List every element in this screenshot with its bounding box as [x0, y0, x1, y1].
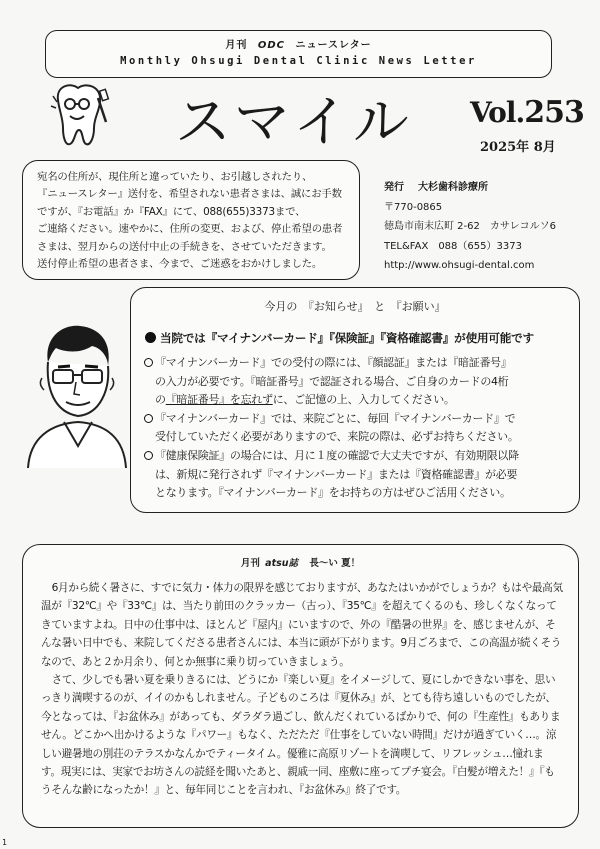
column-series-suffix: 誌 [288, 558, 299, 569]
page-marker: 1 [2, 838, 8, 847]
clinic-website-link[interactable]: http://www.ohsugi-dental.com [384, 260, 535, 271]
notice-line: さまは、翌月からの送付中止の手続きを、させていただきます。 [37, 240, 332, 253]
address-notice-box [22, 160, 360, 280]
item-line-part: に、ご記憶の上、入力してください。 [272, 393, 455, 407]
notice-line: ですが、『お電話』か『FAX』にて、088(655)3373まで、 [37, 205, 306, 218]
column-heading: 長～い 夏！ [309, 558, 361, 569]
doctor-portrait-illustration [20, 318, 130, 468]
announcement-item [145, 447, 567, 503]
column-paragraph: さて、少しでも暑い夏を乗りきるには、どうにか『楽しい夏』をイメージして、夏にしかできない事を、思いっきり満喫するのが、イイのかもしれません。子どものころは『夏休み』が、とても待ち遠しいものでしたが、今となっては、『お盆休み』があっても、ダラダラ過ごし、飲んだくれているばかりで、何の『生産性』もありません。どこかへ出かけるような『パワー』もなく、ただただ『仕事をしていない時間』だけが過ぎていく…。涼しい避暑地の別荘のテラスかなんかでティータイム。優雅に高原リゾートを満喫して、リフレッシュ…憧れます。現実には、実家でお坊さんの読経を聞いたあと、親戚一同、座敷に座ってプチ宴会。『白髪が増えた！』『もうそんな齢になったか！』と、毎年同じことを言われ、『お盆休み』終了です。 [41, 674, 561, 797]
announcement-items [145, 354, 567, 503]
notice-line: 『ニュースレター』送付を、希望されない患者さまは、誠にお手数 [37, 188, 342, 201]
publisher-name: 大杉歯科診療所 [418, 182, 488, 193]
address-notice-text [37, 169, 349, 273]
announcement-box [130, 287, 580, 513]
column-title [23, 555, 578, 569]
vol-digits: 253 [524, 95, 584, 130]
item-line: となります。『マイナンバーカード』をお持ちの方はぜひご活用ください。 [155, 486, 511, 500]
column-paragraph: 6月から続く暑さに、すでに気力・体力の限界を感じておりますが、あなたはいかがでしょうか？もはや最高気温が『32℃』や『33℃』は、当たり前田のクラッカー（古っ）、『35℃』を超えてくるのも、珍しくなくなってきていますよね。日中の仕事中は、ほとんど『屋内』にいますので、外の『酷暑の世界』を、感じませんが、そんな暑い日中でも、来院してくださる患者さんには、本当に頭が下がります。9月ごろまで、この高温が続くそうなので、あと２か月余り、何とか無事に乗り切っていきましょう。 [41, 582, 563, 668]
newsletter-header [45, 30, 552, 78]
item-line: 『健康保険証』の場合には、月に１度の確認で大丈夫ですが、有効期限以降 [155, 448, 519, 462]
pin-warning-underlined: 『暗証番号』を忘れず [165, 393, 273, 407]
open-bullet-icon [144, 414, 153, 423]
column-series: 月刊 [240, 558, 260, 569]
header-odc: ODC [257, 40, 286, 51]
item-line [155, 391, 567, 410]
clinic-info [384, 178, 556, 276]
notice-line: 送付停止希望の患者さま、今まで、ご迷惑をおかけしました。 [37, 258, 323, 271]
item-line: 『マイナンバーカード』での受付の際には、『顔認証』または『暗証番号』 [155, 356, 512, 369]
item-line: の入力が必要です。『暗証番号』で認証される場合、ご自身のカードの4桁 [155, 374, 509, 388]
header-subtitle [46, 36, 551, 51]
item-line: は、新規に発行されず『マイナンバーカード』または『資格確認書』が必要 [155, 467, 518, 481]
column-box [22, 544, 579, 828]
clinic-postal-code: 〒770-0865 [384, 201, 443, 213]
announcement-title: 今月の 『お知らせ』 と 『お願い』 [264, 300, 446, 313]
announcement-headline [145, 330, 534, 346]
open-bullet-icon [144, 451, 153, 460]
header-newsletter-en: Monthly Ohsugi Dental Clinic News Letter [120, 55, 477, 67]
notice-line: ご連絡ください。速やかに、住所の変更、および、停止希望の患者 [37, 223, 343, 236]
volume-number [470, 95, 584, 130]
column-author-name: atsu [265, 558, 289, 569]
notice-line: 宛名の住所が、現住所と違っていたり、お引越しされたり、 [37, 171, 313, 183]
announcement-item [145, 410, 567, 447]
filled-bullet-icon [145, 332, 156, 343]
vol-prefix: Vol. [470, 96, 525, 129]
publisher-label: 発行 [384, 182, 404, 193]
clinic-address: 徳島市南末広町 2-62 カサレコルソ6 [384, 221, 557, 232]
tooth-mascot-icon [48, 78, 110, 150]
publisher [384, 178, 556, 198]
open-bullet-icon [144, 358, 153, 367]
column-body [41, 579, 563, 800]
header-monthly: 月刊 [225, 40, 248, 51]
announcement-headline-text: 当院では『マイナンバーカード』『保険証』『資格確認書』が使用可能です [160, 331, 534, 345]
newsletter-title: スマイル [175, 90, 413, 155]
item-line: 『マイナンバーカード』では、来院ごとに、毎回『マイナンバーカード』で [155, 411, 516, 425]
header-newsletter-jp: ニュースレター [295, 40, 372, 51]
clinic-tel-fax: TEL&FAX 088（655）3373 [384, 240, 522, 252]
issue-date: 2025年 8月 [480, 140, 556, 155]
item-line: 受付していただく必要がありますので、来院の際は、必ずお持ちください。 [155, 430, 519, 444]
column-author [265, 558, 298, 569]
announcement-item [145, 354, 567, 410]
item-line-part: の [155, 393, 166, 407]
